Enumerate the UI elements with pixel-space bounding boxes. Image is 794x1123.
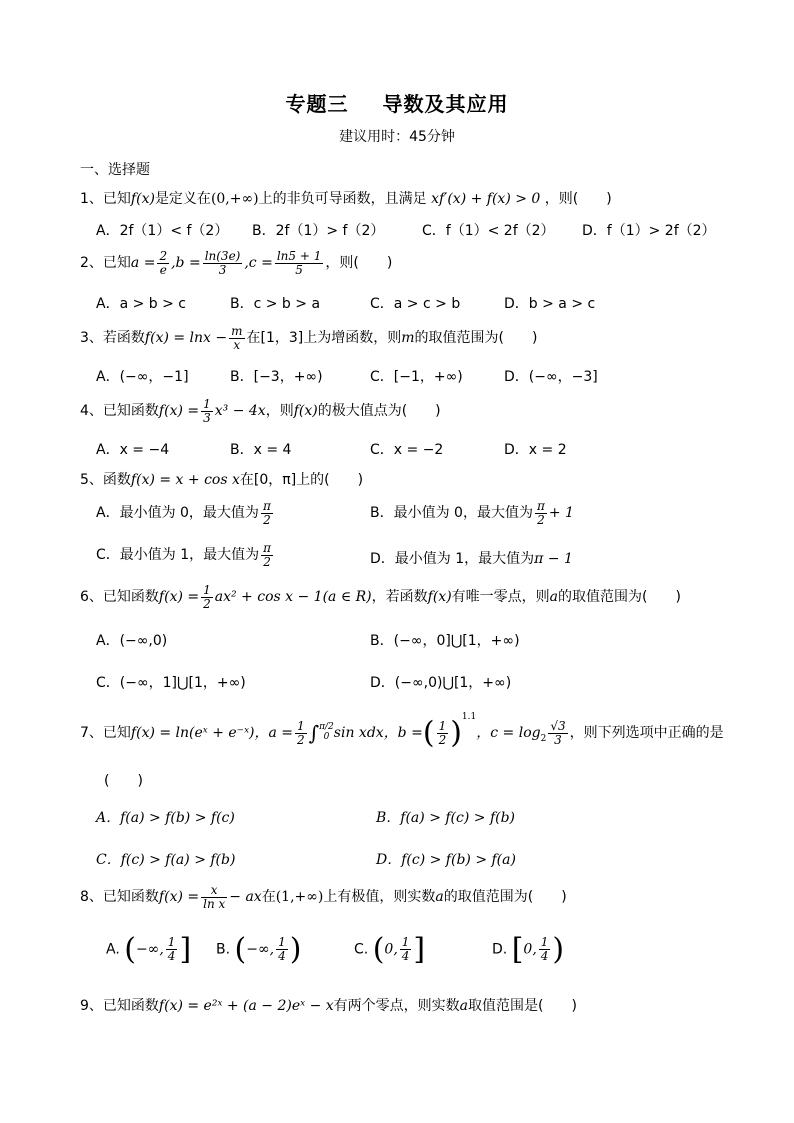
question-3-stem: 3、若函数f(x) = lnx − $\frac{m}{x}$ 在[1，3]上为增函数，则m的取值范围为( ): [80, 324, 538, 352]
option-c: C．f(c) > f(a) > f(b): [96, 852, 236, 868]
suggested-time: 建议用时：45分钟: [339, 129, 455, 145]
option-b: B．最小值为 0，最大值为 $\frac{\pi}{2}$ + 1: [370, 499, 574, 527]
option-b: B．c > b > a: [230, 296, 321, 312]
question-7-answer-bracket: ( ): [104, 773, 143, 789]
question-1-stem: 1、已知f(x)是定义在(0,+∞)上的非负可导函数，且满足 xf′(x) + f(x) > 0 ，则( ): [80, 191, 612, 207]
question-4-stem: 4、已知函数f(x) = $\frac{1}{3}$ x³ − 4x，则f(x)的极大值点为( ): [80, 397, 441, 425]
option-d: D. [0, $\frac{1}{4}$ ): [492, 932, 565, 967]
question-5-stem: 5、函数f(x) = x + cos x在[0，π]上的( ): [80, 472, 364, 488]
title-topic-name: 导数及其应用: [382, 92, 509, 116]
page-title: [0, 88, 794, 117]
option-a: A. (−∞, $\frac{1}{4}$ ]: [106, 932, 192, 967]
option-a: A．(−∞,0): [96, 633, 168, 649]
question-8-stem: 8、已知函数f(x) = $\frac{x}{\text{ln x}}$ − ax在(1,+∞)上有极值，则实数a的取值范围为( ): [80, 883, 567, 911]
question-2-stem: 2、已知a = $\frac{2}{e}$ ,b = $\frac{\ln(3e)}{3}$ ,c = $\frac{\ln 5 + 1}{5}$ ，则( ): [80, 249, 393, 277]
option-b: B. (−∞, $\frac{1}{4}$ ): [216, 932, 302, 967]
option-d: D．f(c) > f(b) > f(a): [376, 852, 516, 868]
option-b: B．f(a) > f(c) > f(b): [376, 810, 516, 826]
option-c: C．f（1）< 2f（2）: [422, 223, 555, 239]
option-b: B．[−3，+∞): [230, 369, 323, 385]
option-c: C．x = −2: [370, 442, 444, 458]
option-c: C．a > c > b: [370, 296, 461, 312]
option-a: A．(−∞，−1]: [96, 369, 189, 385]
option-a: A．2f（1）< f（2）: [96, 223, 229, 239]
question-6-stem: 6、已知函数f(x) = $\frac{1}{2}$ ax² + cos x − 1(a ∈ R)，若函数f(x)有唯一零点，则a的取值范围为( ): [80, 583, 681, 611]
option-c: C．最小值为 1，最大值为 $\frac{\pi}{2}$: [96, 541, 272, 569]
option-a: A．最小值为 0，最大值为 $\frac{\pi}{2}$: [96, 499, 271, 527]
option-d: D．最小值为 1，最大值为π − 1: [370, 551, 573, 567]
option-c: C．(−∞，1]⋃[1，+∞): [96, 675, 246, 691]
question-7-stem: 7、已知f(x) = ln(eˣ + e⁻ˣ)，a = $\frac{1}{2}$ ∫ π/2 0 sin xdx，b =( $\frac{1}{2}$ )$^{1.1}$，$c = \log_2$ $\frac{√3}{3}$ ，则下列选项中正确的是: [80, 712, 724, 751]
option-b: B．(−∞，0]⋃[1，+∞): [370, 633, 520, 649]
option-d: D．x = 2: [504, 442, 567, 458]
option-d: D．f（1）> 2f（2）: [582, 223, 716, 239]
question-9-stem: 9、已知函数f(x) = e²ˣ + (a − 2)eˣ − x有两个零点，则实数a取值范围是( ): [80, 998, 577, 1014]
title-topic-number: 专题三: [285, 92, 349, 116]
option-d: D．(−∞，−3]: [504, 369, 598, 385]
option-d: D．b > a > c: [504, 296, 596, 312]
option-a: A．a > b > c: [96, 296, 187, 312]
option-b: B．2f（1）> f（2）: [252, 223, 385, 239]
option-a: A．f(a) > f(b) > f(c): [96, 810, 235, 826]
option-b: B．x = 4: [230, 442, 292, 458]
option-c: C. (0, $\frac{1}{4}$ ]: [354, 932, 426, 967]
option-c: C．[−1，+∞): [370, 369, 463, 385]
option-d: D．(−∞,0)⋃[1，+∞): [370, 675, 512, 691]
section-heading: 一、选择题: [80, 162, 150, 178]
option-a: A．x = −4: [96, 442, 170, 458]
